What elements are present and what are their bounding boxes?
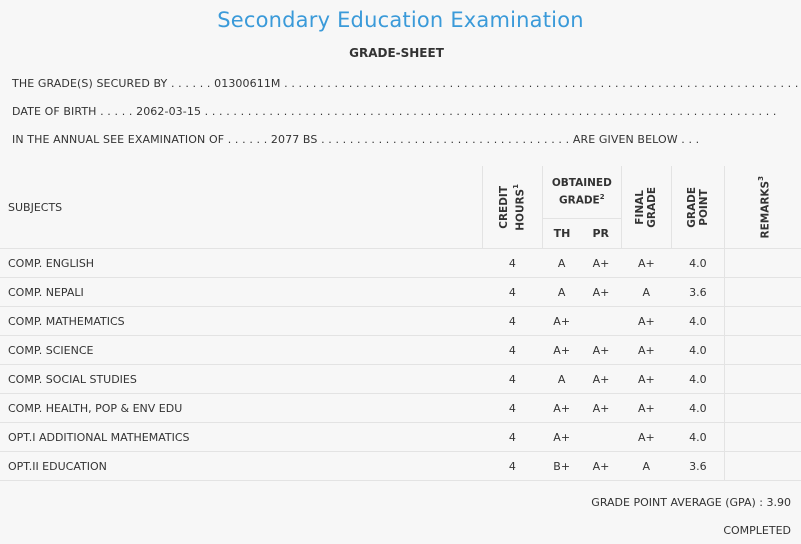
- remarks: [725, 394, 801, 423]
- obtained-grade-footnote: 2: [599, 193, 605, 202]
- grade-table: [0, 166, 801, 481]
- subject-name: COMP. SOCIAL STUDIES: [0, 365, 482, 394]
- credit-hours-header-line2: HOURS: [514, 188, 527, 231]
- grade-sheet-heading: GRADE-SHEET: [349, 46, 444, 60]
- exam-line: [12, 133, 699, 146]
- grade-point: 4.0: [672, 394, 725, 423]
- table-row: [0, 394, 801, 423]
- grade-point: 4.0: [672, 307, 725, 336]
- subject-name: COMP. NEPALI: [0, 278, 482, 307]
- grade-point-line2: POINT: [698, 188, 711, 226]
- grade-point: 3.6: [672, 278, 725, 307]
- subject-name: COMP. HEALTH, POP & ENV EDU: [0, 394, 482, 423]
- exam-label: IN THE ANNUAL SEE EXAMINATION OF . . . . . .: [12, 133, 268, 146]
- exam-tail: ARE GIVEN BELOW . . .: [572, 133, 700, 146]
- remarks-header: [725, 166, 801, 249]
- date-of-birth: 2062-03-15: [136, 105, 202, 118]
- final-grade: A+: [621, 249, 671, 278]
- pr-grade: [581, 307, 621, 336]
- th-grade: A+: [543, 423, 581, 452]
- th-grade: A: [543, 278, 581, 307]
- pr-grade: A+: [581, 452, 621, 481]
- page-title: Secondary Education Examination: [217, 8, 584, 32]
- pr-grade: [581, 423, 621, 452]
- subject-name: OPT.I ADDITIONAL MATHEMATICS: [0, 423, 482, 452]
- th-grade: A: [543, 365, 581, 394]
- subject-name: OPT.II EDUCATION: [0, 452, 482, 481]
- credit-hours: 4: [482, 394, 542, 423]
- dob-dots: . . . . . . . . . . . . . . . . . . . . . . . . . . . . . . . . . . . . . . . . . . . . . . . . . . . . . . . . . . . . . . . . . . . . . . . . . . . . . . . .: [204, 105, 777, 118]
- credit-hours: 4: [482, 452, 542, 481]
- obtained-grade-line2: GRADE: [559, 194, 600, 207]
- gpa-label: GRADE POINT AVERAGE (GPA) :: [591, 496, 763, 509]
- grade-table-body: [0, 249, 801, 481]
- exam-year: 2077 BS: [270, 133, 318, 146]
- symbol-number: 01300611M: [214, 77, 281, 90]
- dob-line: [12, 105, 777, 118]
- remarks: [725, 278, 801, 307]
- grade-point: 4.0: [672, 423, 725, 452]
- th-grade: A+: [543, 307, 581, 336]
- credit-hours: 4: [482, 423, 542, 452]
- subject-name: COMP. SCIENCE: [0, 336, 482, 365]
- final-grade: A: [621, 452, 671, 481]
- final-grade: A+: [621, 423, 671, 452]
- th-grade: B+: [543, 452, 581, 481]
- th-grade: A+: [543, 394, 581, 423]
- subject-name: COMP. MATHEMATICS: [0, 307, 482, 336]
- subject-name: COMP. ENGLISH: [0, 249, 482, 278]
- th-grade: A: [543, 249, 581, 278]
- final-grade: A+: [621, 365, 671, 394]
- remarks: [725, 423, 801, 452]
- credit-hours-header: [482, 166, 542, 249]
- pr-grade: A+: [581, 365, 621, 394]
- exam-dots: . . . . . . . . . . . . . . . . . . . . . . . . . . . . . . . . . . .: [321, 133, 570, 146]
- pr-header: PR: [581, 219, 621, 249]
- grade-point: 4.0: [672, 336, 725, 365]
- remarks: [725, 336, 801, 365]
- grade-point: 4.0: [672, 365, 725, 394]
- pr-grade: A+: [581, 336, 621, 365]
- final-grade: A+: [621, 336, 671, 365]
- secured-by-dots: . . . . . . . . . . . . . . . . . . . . . . . . . . . . . . . . . . . . . . . . . . . . . . . . . . . . . . . . . . . . . . . . . . . . . . . .: [284, 77, 799, 90]
- remarks: [725, 249, 801, 278]
- remarks-label: REMARKS: [759, 180, 772, 239]
- remarks: [725, 307, 801, 336]
- credit-hours-header-line1: CREDIT: [498, 185, 511, 229]
- grade-point-header: [672, 166, 725, 249]
- pr-grade: A+: [581, 249, 621, 278]
- gpa-value: 3.90: [766, 496, 791, 509]
- table-row: [0, 365, 801, 394]
- final-grade-line2: GRADE: [646, 186, 659, 228]
- table-row: [0, 336, 801, 365]
- final-grade: A+: [621, 307, 671, 336]
- dob-label: DATE OF BIRTH . . . . .: [12, 105, 133, 118]
- secured-by-label: THE GRADE(S) SECURED BY . . . . . .: [12, 77, 211, 90]
- th-grade: A+: [543, 336, 581, 365]
- grade-table-header: [0, 166, 801, 249]
- secured-by-line: [12, 77, 798, 90]
- grade-point: 3.6: [672, 452, 725, 481]
- remarks: [725, 365, 801, 394]
- final-grade: A+: [621, 394, 671, 423]
- table-row: [0, 249, 801, 278]
- completion-status: COMPLETED: [723, 524, 791, 537]
- credit-hours: 4: [482, 365, 542, 394]
- table-row: [0, 423, 801, 452]
- table-row: [0, 452, 801, 481]
- table-row: [0, 307, 801, 336]
- remarks-footnote: 3: [756, 175, 765, 181]
- credit-hours: 4: [482, 278, 542, 307]
- credit-hours: 4: [482, 307, 542, 336]
- grade-point-line1: GRADE: [686, 186, 699, 228]
- credit-hours: 4: [482, 336, 542, 365]
- pr-grade: A+: [581, 394, 621, 423]
- subjects-header: SUBJECTS: [0, 166, 482, 249]
- obtained-grade-header: [543, 166, 622, 219]
- remarks: [725, 452, 801, 481]
- final-grade-header: [621, 166, 671, 249]
- credit-hours: 4: [482, 249, 542, 278]
- grade-point: 4.0: [672, 249, 725, 278]
- pr-grade: A+: [581, 278, 621, 307]
- th-header: TH: [543, 219, 581, 249]
- final-grade: A: [621, 278, 671, 307]
- credit-hours-footnote: 1: [512, 183, 521, 189]
- gpa-summary: [591, 496, 791, 509]
- obtained-grade-line1: OBTAINED: [551, 177, 612, 190]
- final-grade-line1: FINAL: [634, 189, 647, 225]
- table-row: [0, 278, 801, 307]
